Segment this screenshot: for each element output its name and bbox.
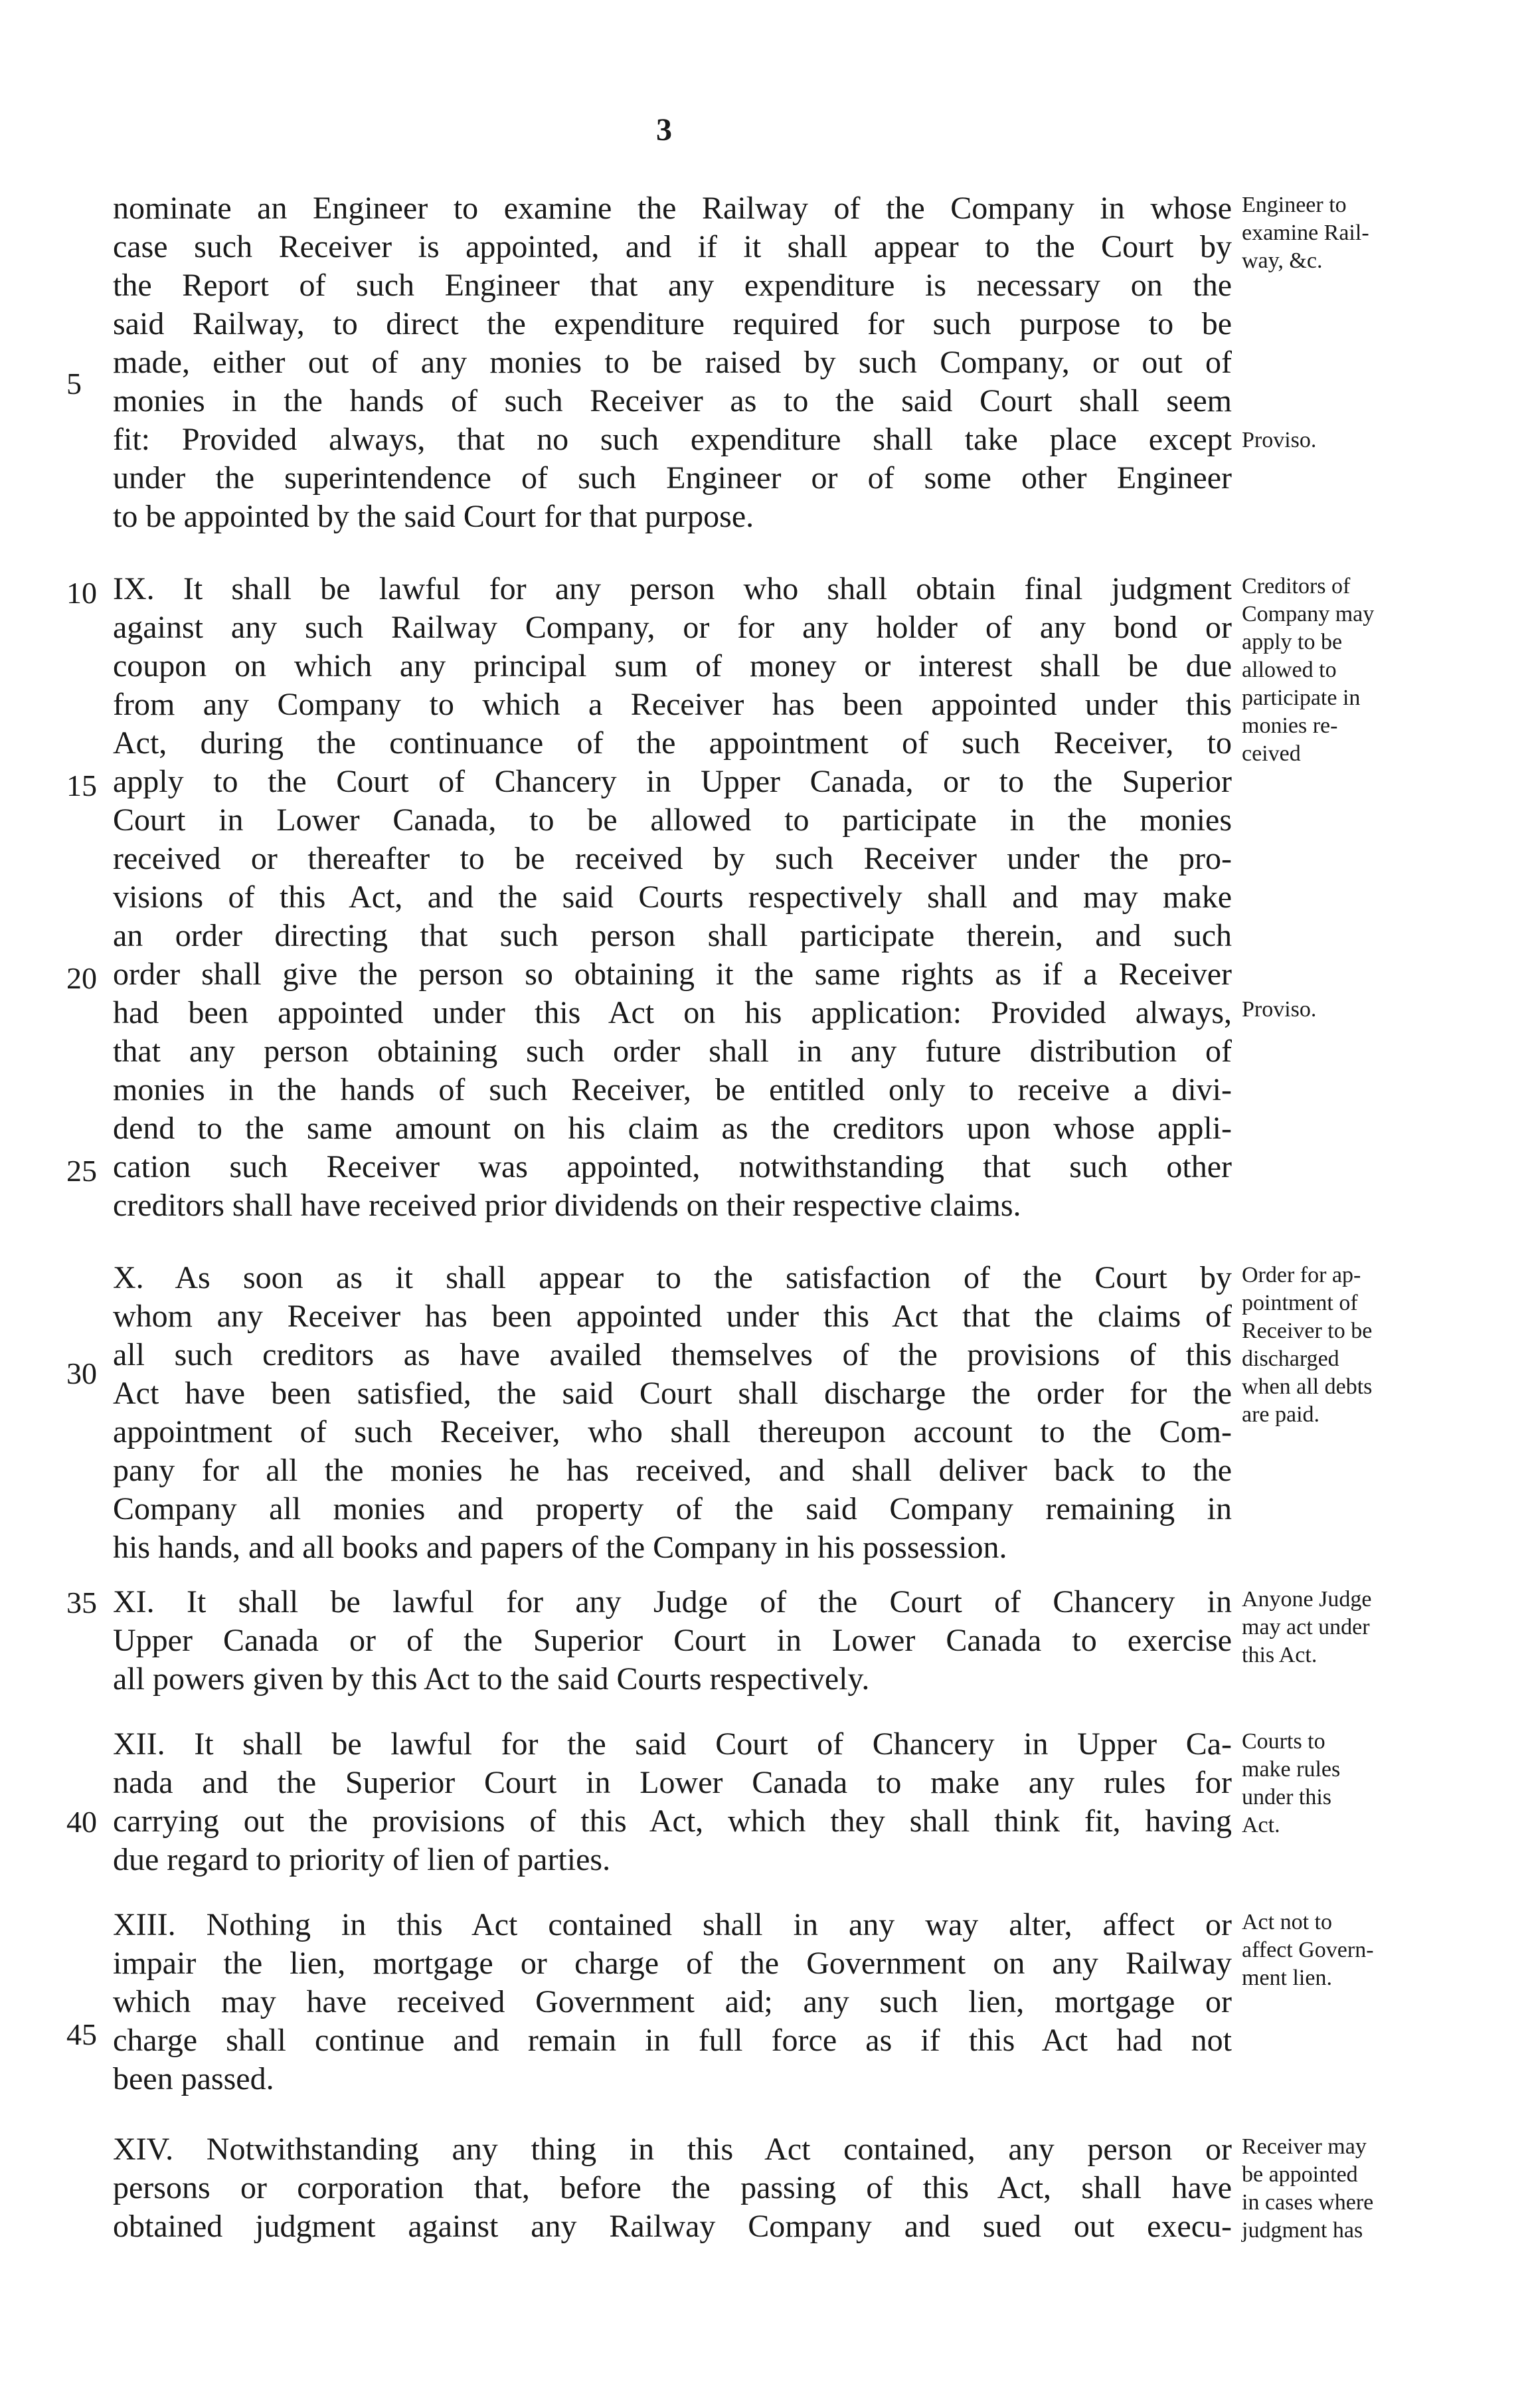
body-line: coupon on which any principal sum of money or interest shall be due [113, 648, 1232, 684]
line-number: 30 [66, 1356, 97, 1390]
note-line: under this [1242, 1785, 1332, 1809]
note-line: Courts to [1242, 1729, 1325, 1754]
body-line: carrying out the provisions of this Act, which they shall think fit, having [113, 1804, 1232, 1839]
body-line: case such Receiver is appointed, and if it shall appear to the Court by [113, 229, 1232, 264]
note-line: in cases where [1242, 2190, 1374, 2215]
body-line: pany for all the monies he has received, and shall deliver back to the [113, 1453, 1232, 1488]
note-line: Act. [1242, 1813, 1280, 1837]
body-line: that any person obtaining such order shall in any future distribution of [113, 1034, 1232, 1069]
note-line: make rules [1242, 1757, 1341, 1782]
note-line: way, &c. [1242, 248, 1323, 273]
line-number: 20 [66, 961, 97, 995]
body-line: whom any Receiver has been appointed under this Act that the claims of [113, 1299, 1232, 1334]
body-line: had been appointed under this Act on his application: Provided always, [113, 995, 1232, 1030]
margin-note [1242, 1588, 1521, 1672]
body-line: Company all monies and property of the said Company remaining in [113, 1491, 1232, 1527]
body-line: to be appointed by the said Court for that purpose. [113, 499, 754, 534]
line-number: 15 [66, 769, 97, 802]
body-line: under the superintendence of such Engineer or of some other Engineer [113, 460, 1232, 496]
line-number: 10 [66, 576, 97, 610]
line-number: 35 [66, 1586, 97, 1620]
body-line: monies in the hands of such Receiver, be entitled only to receive a divi- [113, 1072, 1232, 1107]
body-line: obtained judgment against any Railway Company and sued out execu- [113, 2209, 1232, 2244]
note-line: Anyone Judge [1242, 1587, 1372, 1612]
note-line: ceived [1242, 741, 1301, 766]
body-line: dend to the same amount on his claim as the creditors upon whose appli- [113, 1111, 1232, 1146]
note-line: Company may [1242, 602, 1375, 626]
body-line: against any such Railway Company, or for any holder of any bond or [113, 610, 1232, 645]
body-line: X. As soon as it shall appear to the satisfaction of the Court by [113, 1260, 1232, 1295]
body-line: order shall give the person so obtaining it the same rights as if a Receiver [113, 957, 1232, 992]
body-line: XIII. Nothing in this Act contained shall in any way alter, affect or [113, 1907, 1232, 1942]
margin-note [1242, 575, 1521, 771]
note-line: be appointed [1242, 2162, 1358, 2187]
note-line: Engineer to [1242, 193, 1347, 217]
note-line: judgment has [1242, 2218, 1363, 2243]
body-line: visions of this Act, and the said Courts respectively shall and may make [113, 880, 1232, 915]
note-line: Proviso. [1242, 997, 1317, 1022]
body-line: Court in Lower Canada, to be allowed to participate in the monies [113, 802, 1232, 838]
body-line: impair the lien, mortgage or charge of the Government on any Railway [113, 1946, 1232, 1981]
note-line: allowed to [1242, 658, 1337, 682]
margin-note [1242, 1911, 1521, 1995]
margin-note [1242, 1264, 1521, 1432]
body-line: IX. It shall be lawful for any person who shall obtain final judgment [113, 571, 1232, 606]
note-line: discharged [1242, 1346, 1339, 1371]
body-line: appointment of such Receiver, who shall thereupon account to the Com- [113, 1414, 1232, 1449]
body-line: all powers given by this Act to the said Courts respectively. [113, 1661, 870, 1697]
body-line: creditors shall have received prior dividends on their respective claims. [113, 1188, 1021, 1223]
note-line: participate in [1242, 686, 1361, 710]
body-line: due regard to priority of lien of parties. [113, 1842, 611, 1877]
body-line: said Railway, to direct the expenditure required for such purpose to be [113, 306, 1232, 341]
body-line: from any Company to which a Receiver has been appointed under this [113, 687, 1232, 722]
body-line: all such creditors as have availed themselves of the provisions of this [113, 1337, 1232, 1372]
body-line: Upper Canada or of the Superior Court in Lower Canada to exercise [113, 1623, 1232, 1658]
body-line: persons or corporation that, before the passing of this Act, shall have [113, 2170, 1232, 2205]
body-line: monies in the hands of such Receiver as to the said Court shall seem [113, 383, 1232, 418]
body-line: cation such Receiver was appointed, notwithstanding that such other [113, 1149, 1232, 1184]
margin-note [1242, 1730, 1521, 1842]
body-line: an order directing that such person shall participate therein, and such [113, 918, 1232, 953]
body-line: been passed. [113, 2061, 274, 2096]
note-line: monies re- [1242, 713, 1338, 738]
note-line: are paid. [1242, 1402, 1320, 1427]
margin-note [1242, 194, 1521, 278]
note-line: Creditors of [1242, 574, 1351, 599]
body-line: which may have received Government aid; any such lien, mortgage or [113, 1984, 1232, 2019]
body-line: Act, during the continuance of the appointment of such Receiver, to [113, 725, 1232, 761]
body-line: XIV. Notwithstanding any thing in this Act contained, any person or [113, 2132, 1232, 2167]
body-line: XII. It shall be lawful for the said Court of Chancery in Upper Ca- [113, 1726, 1232, 1762]
margin-note [1242, 2136, 1521, 2247]
line-number: 5 [66, 367, 82, 401]
line-number: 40 [66, 1805, 97, 1839]
note-line: when all debts [1242, 1374, 1373, 1399]
body-line: fit: Provided always, that no such expenditure shall take place except [113, 422, 1232, 457]
note-line: Receiver to be [1242, 1319, 1373, 1343]
page-number: 3 [656, 112, 672, 147]
body-line: the Report of such Engineer that any expenditure is necessary on the [113, 268, 1232, 303]
note-line: Act not to [1242, 1910, 1332, 1934]
body-line: nada and the Superior Court in Lower Canada to make any rules for [113, 1765, 1232, 1800]
note-line: this Act. [1242, 1643, 1318, 1667]
body-line: apply to the Court of Chancery in Upper Canada, or to the Superior [113, 764, 1232, 799]
body-line: charge shall continue and remain in full force as if this Act had not [113, 2023, 1232, 2058]
note-line: ment lien. [1242, 1966, 1332, 1990]
note-line: apply to be [1242, 630, 1343, 654]
margin-note [1242, 429, 1521, 457]
body-line: XI. It shall be lawful for any Judge of the Court of Chancery in [113, 1584, 1232, 1620]
note-line: pointment of [1242, 1291, 1358, 1315]
body-line: nominate an Engineer to examine the Railway of the Company in whose [113, 191, 1232, 226]
note-line: Proviso. [1242, 428, 1317, 452]
note-line: Receiver may [1242, 2134, 1367, 2159]
note-line: examine Rail- [1242, 221, 1369, 245]
line-number: 45 [66, 2017, 97, 2051]
body-line: made, either out of any monies to be raised by such Company, or out of [113, 345, 1232, 380]
note-line: may act under [1242, 1615, 1370, 1639]
body-line: Act have been satisfied, the said Court shall discharge the order for the [113, 1376, 1232, 1411]
margin-note [1242, 998, 1521, 1026]
note-line: Order for ap- [1242, 1263, 1361, 1287]
note-line: affect Govern- [1242, 1938, 1374, 1962]
body-line: his hands, and all books and papers of the Company in his possession. [113, 1530, 1007, 1565]
body-line: received or thereafter to be received by such Receiver under the pro- [113, 841, 1232, 876]
line-number: 25 [66, 1154, 97, 1188]
